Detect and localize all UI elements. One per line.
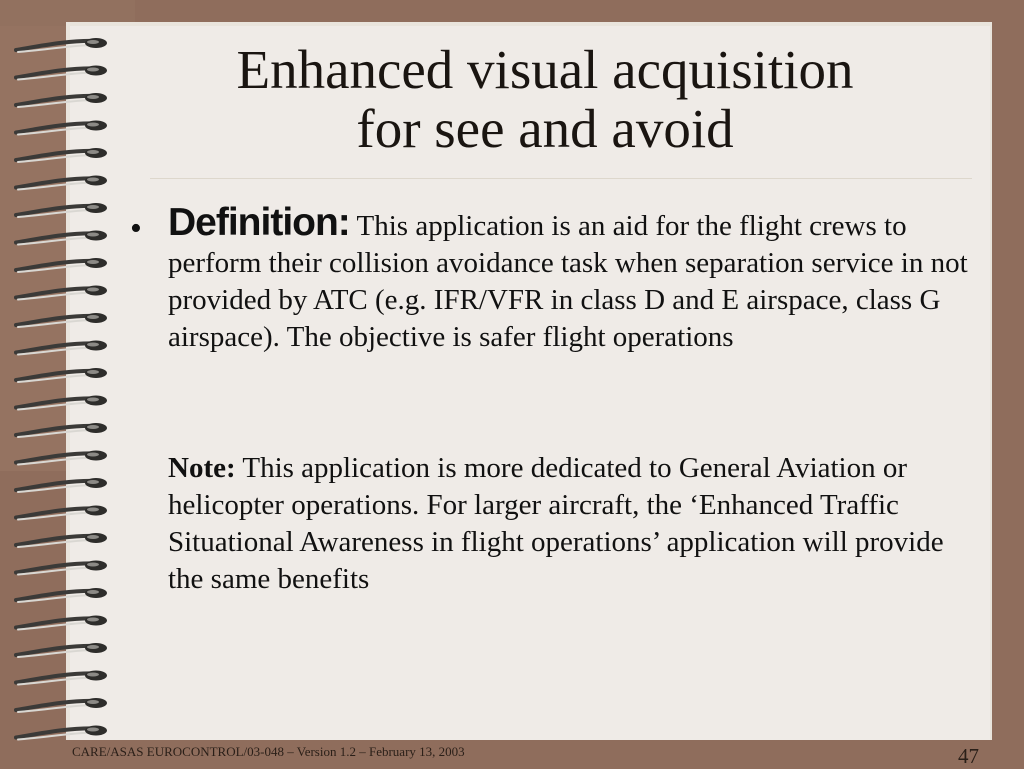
note-paragraph xyxy=(168,450,968,598)
note-term: Note: xyxy=(168,452,236,484)
note-text: This application is more dedicated to General Aviation or helicopter operations. For larger aircraft, the ‘Enhanced Traffic Situational Awareness in flight operations’ application will provide the same benefits xyxy=(168,452,944,595)
binding-coil xyxy=(16,616,107,630)
binding-coil xyxy=(16,38,107,52)
binding-coil xyxy=(16,66,107,80)
binding-coil xyxy=(16,148,107,162)
binding-coil xyxy=(16,231,107,245)
page-number: 47 xyxy=(958,744,979,768)
binding-coil xyxy=(16,396,107,410)
binding-coil xyxy=(16,368,107,382)
binding-coil xyxy=(16,671,107,685)
binding-coil xyxy=(16,423,107,437)
binding-coil xyxy=(16,121,107,135)
binding-coil xyxy=(16,176,107,190)
title-divider xyxy=(150,178,972,179)
binding-coil xyxy=(16,588,107,602)
binding-coil xyxy=(16,643,107,657)
title-line-1: Enhanced visual acquisition xyxy=(236,39,854,100)
definition-text: This application is an aid for the flight crews to perform their collision avoidance task when separation service in not provided by ATC (e.g. IFR/VFR in class D and E airspace, class G airspace). The objective is safer flight operations xyxy=(168,210,968,353)
binding-coil xyxy=(16,286,107,300)
slide-title xyxy=(110,40,980,158)
binding-coil xyxy=(16,698,107,712)
binding-coil xyxy=(16,533,107,547)
definition-term: Definition: xyxy=(168,201,350,244)
footer-reference: CARE/ASAS EUROCONTROL/03-048 – Version 1.2 – February 13, 2003 xyxy=(72,744,465,759)
binding-coil xyxy=(16,341,107,355)
binding-coil xyxy=(16,258,107,272)
bullet-icon: • xyxy=(130,210,142,247)
binding-coil xyxy=(16,561,107,575)
binding-coil xyxy=(16,203,107,217)
binding-coil xyxy=(16,93,107,107)
definition-paragraph xyxy=(168,201,968,356)
binding-coil xyxy=(16,726,107,740)
title-line-2: for see and avoid xyxy=(356,98,734,159)
binding-coil xyxy=(16,506,107,520)
binding-coil xyxy=(16,478,107,492)
binding-coil xyxy=(16,451,107,465)
binding-coil xyxy=(16,313,107,327)
